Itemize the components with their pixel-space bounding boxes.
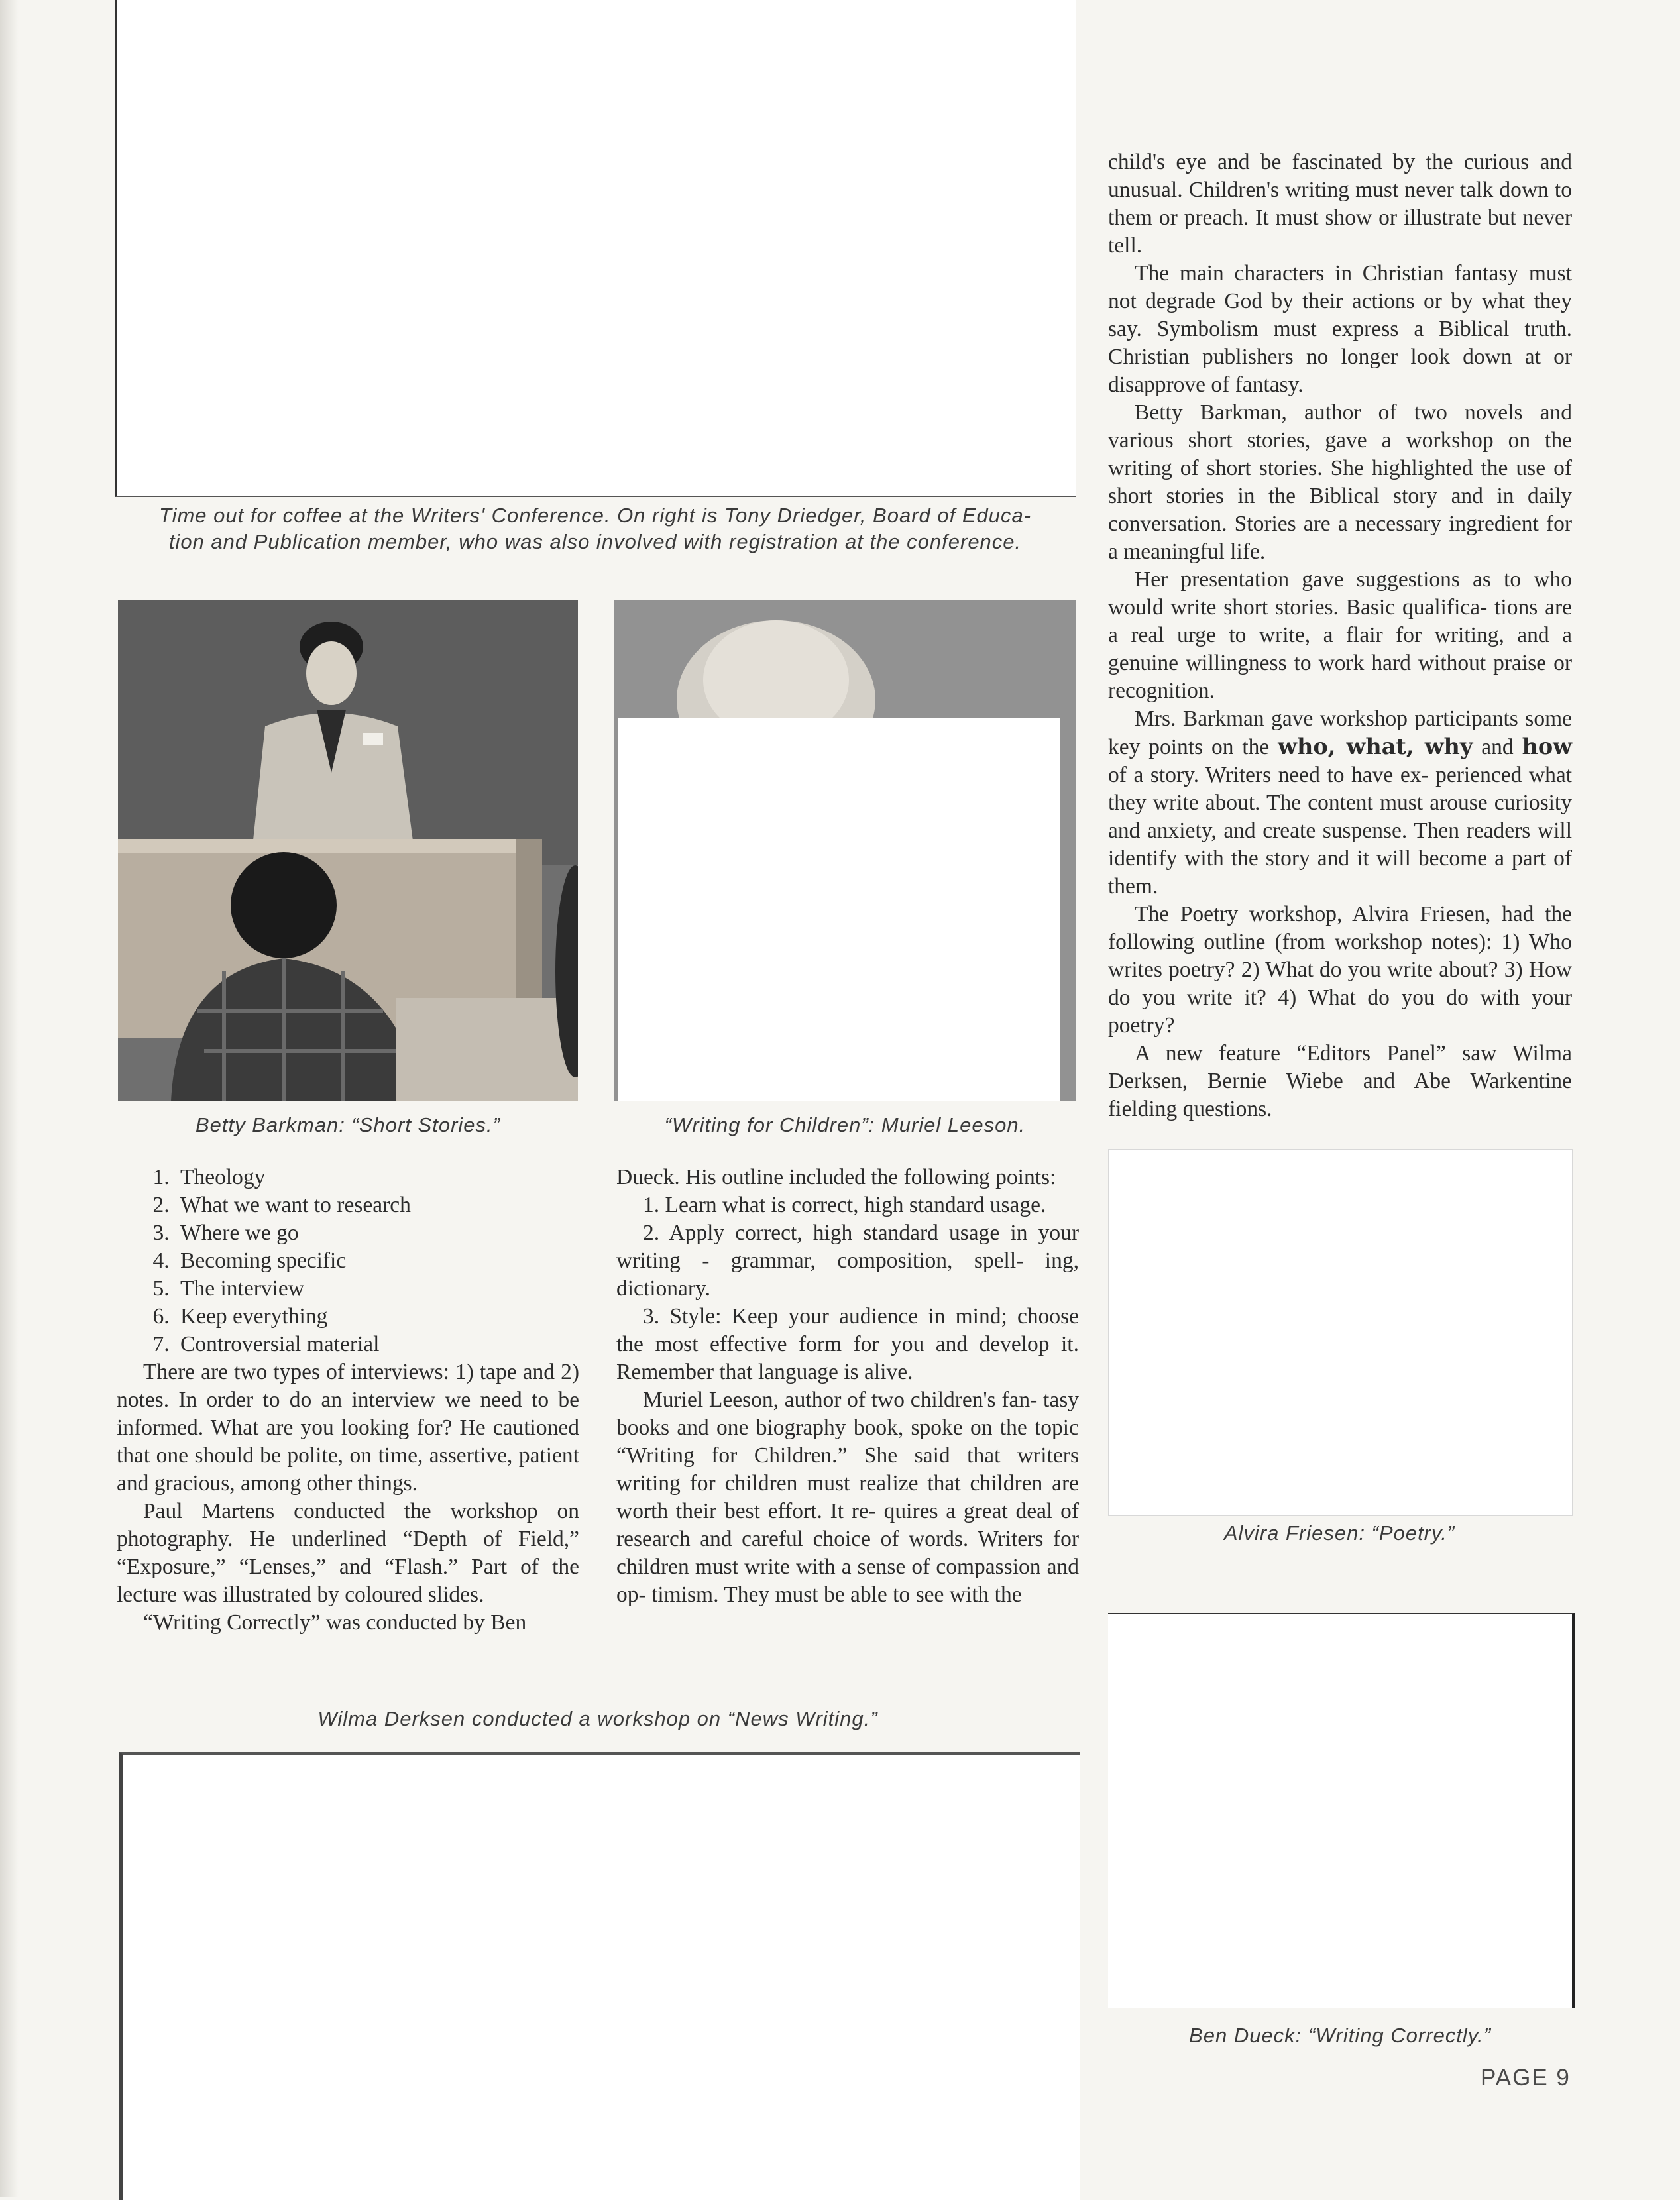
barkman-photo-drawing — [118, 600, 578, 1101]
interview-topic-item: 1. Theology — [175, 1164, 579, 1191]
col3-paragraph-2: The main characters in Christian fantasy must not degrade God by their actions or by what they say. Symbolism must express a Biblical truth. Christian publishers no longer look down at or disapprove of fantasy. — [1108, 261, 1572, 397]
interview-topics-list — [117, 1164, 579, 1358]
barkman-photo — [118, 600, 578, 1101]
page-left-edge — [0, 0, 19, 2197]
interview-topic-item: 6. Keep everything — [175, 1303, 579, 1331]
col2-item-3: 3. Style: Keep your audience in mind; choose the most effective form for you and develop it. Remember that language is alive. — [616, 1304, 1079, 1384]
page-number: PAGE 9 — [1481, 2065, 1571, 2091]
col3-paragraph-1: child's eye and be fascinated by the curious and unusual. Children's writing must never talk down to them or preach. It must show or illustrate but never tell. — [1108, 150, 1572, 258]
col3-paragraph-7: A new feature “Editors Panel” saw Wilma Derksen, Bernie Wiebe and Abe Warkentine fielding questions. — [1108, 1041, 1572, 1121]
barkman-caption: Betty Barkman: “Short Stories.” — [196, 1113, 500, 1136]
col3-p5-keywords-2: how — [1522, 734, 1573, 759]
interview-topic-item: 2. What we want to research — [175, 1191, 579, 1219]
col2-paragraph-1: Dueck. His outline included the following points: — [616, 1165, 1056, 1189]
col2-paragraph-2: Muriel Leeson, author of two children's fan- tasy books and one biography book, spoke on the topic “Writing for Children.” She said that writers writing for children must realize that children are worth their best effort. It re- quires a great deal of research and careful choice of words. Writers for children must write with a sense of compassion and op- timism. They must be able to see with the — [616, 1388, 1079, 1607]
dueck-caption: Ben Dueck: “Writing Correctly.” — [1189, 2024, 1491, 2047]
col1-paragraph-3: “Writing Correctly” was conducted by Ben — [143, 1610, 527, 1635]
coffee-caption-line2: tion and Publication member, who was also involved with registration at the conference. — [168, 530, 1022, 553]
col3-p5-part-b: and — [1481, 735, 1514, 759]
dueck-photo — [1108, 1613, 1575, 2008]
interview-topic-item: 3. Where we go — [175, 1219, 579, 1247]
col3-p5-part-c: of a story. Writers need to have ex- perienced what they write about. The content must arouse curiosity and anxiety, and create suspense. Then readers will identify with the story and it will become a part of them. — [1108, 763, 1572, 899]
friesen-photo — [1108, 1149, 1573, 1516]
leeson-photo — [614, 600, 1076, 1101]
coffee-photo — [115, 0, 1076, 497]
col3-paragraph-3: Betty Barkman, author of two novels and various short stories, gave a workshop on the writing of short stories. She highlighted the use of short stories in the Biblical story and in daily conversation. Stories are a necessary ingredient for a meaningful life. — [1108, 400, 1572, 564]
col3-paragraph-6: The Poetry workshop, Alvira Friesen, had the following outline (from workshop notes): 1) Who writes poetry? 2) What do you write about? 3) How do you write it? 4) What do you do with your poetry? — [1108, 902, 1572, 1038]
interview-topic-item: 4. Becoming specific — [175, 1247, 579, 1275]
col2-item-1: 1. Learn what is correct, high standard usage. — [643, 1193, 1046, 1217]
col2-item-2: 2. Apply correct, high standard usage in your writing - grammar, composition, spell- ing, dictionary. — [616, 1221, 1079, 1301]
interview-topic-item: 5. The interview — [175, 1275, 579, 1303]
leeson-caption: “Writing for Children”: Muriel Leeson. — [664, 1113, 1026, 1136]
coffee-caption-line1: Time out for coffee at the Writers' Conference. On right is Tony Driedger, Board of Educa- — [158, 504, 1032, 527]
col3-p5-keywords-1: who, what, why — [1278, 734, 1473, 759]
col3-paragraph-5 — [1108, 705, 1572, 901]
leeson-photo-drawing — [614, 600, 1076, 1101]
column-2 — [616, 1164, 1079, 1609]
interview-topic-item: 7. Controversial material — [175, 1331, 579, 1358]
column-3 — [1108, 148, 1572, 1123]
derksen-caption: Wilma Derksen conducted a workshop on “News Writing.” — [317, 1707, 878, 1730]
derksen-photo — [119, 1752, 1080, 2200]
friesen-caption: Alvira Friesen: “Poetry.” — [1223, 1521, 1455, 1545]
col1-paragraph-2: Paul Martens conducted the workshop on photography. He underlined “Depth of Field,” “Exposure,” “Lenses,” and “Flash.” Part of the lecture was illustrated by coloured slides. — [117, 1499, 579, 1607]
coffee-caption — [115, 502, 1075, 555]
col3-p5-part-a: Mrs. Barkman gave workshop participants some key points on the — [1108, 706, 1572, 759]
column-1 — [117, 1164, 579, 1637]
col3-paragraph-4: Her presentation gave suggestions as to who would write short stories. Basic qualifica- tions are a real urge to write, a flair for writing, and a genuine willingness to work hard without praise or recognition. — [1108, 567, 1572, 703]
col1-paragraph-1: There are two types of interviews: 1) tape and 2) notes. In order to do an interview we need to be informed. What are you looking for? He cautioned that one should be polite, on time, assertive, patient and gracious, among other things. — [117, 1360, 579, 1496]
